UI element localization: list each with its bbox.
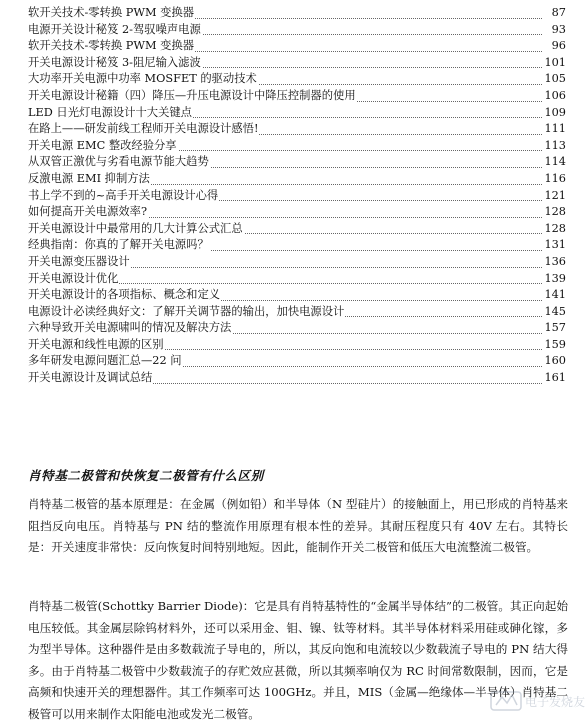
toc-entry-title[interactable]: LED 日光灯电源设计十大关键点	[28, 105, 192, 119]
table-of-contents	[28, 5, 568, 387]
toc-entry[interactable]	[28, 304, 568, 321]
toc-entry-page: 157	[542, 320, 566, 337]
toc-entry[interactable]	[28, 370, 568, 387]
toc-entry-title[interactable]: 开关电源设计及调试总结	[28, 371, 153, 385]
toc-entry-title[interactable]: 经典指南：你真的了解开关电源吗？	[28, 238, 209, 252]
toc-entry-title[interactable]: 大功率开关电源中功率 MOSFET 的驱动技术	[28, 72, 257, 86]
toc-entry-page: 131	[542, 237, 566, 254]
toc-entry-title[interactable]: 在路上——研发前线工程师开关电源设计感悟!	[28, 122, 259, 136]
toc-entry-title[interactable]: 开关电源设计秘籍（四）降压—升压电源设计中降压控制器的使用	[28, 88, 356, 102]
toc-entry-title[interactable]: 开关电源变压器设计	[28, 254, 130, 268]
toc-entry[interactable]	[28, 71, 568, 88]
toc-entry[interactable]	[28, 204, 568, 221]
toc-entry-page: 161	[542, 370, 566, 387]
toc-entry-title[interactable]: 从双管正激优与劣看电源节能大趋势	[28, 155, 209, 169]
toc-entry-page: 145	[542, 304, 566, 321]
toc-entry-page: 128	[542, 204, 566, 221]
toc-entry-title[interactable]: 开关电源设计的各项指标、概念和定义	[28, 288, 221, 302]
toc-entry[interactable]	[28, 105, 568, 122]
toc-entry-page: 128	[542, 221, 566, 238]
toc-entry-page: 96	[550, 38, 566, 55]
toc-entry[interactable]	[28, 5, 568, 22]
toc-entry[interactable]	[28, 121, 568, 138]
toc-entry[interactable]	[28, 271, 568, 288]
toc-entry-page: 113	[542, 138, 566, 155]
toc-entry-page: 111	[542, 121, 566, 138]
toc-entry-page: 121	[542, 188, 566, 205]
toc-entry-title[interactable]: 开关电源 EMC 整改经验分享	[28, 138, 177, 152]
toc-entry-title[interactable]: 多年研发电源问题汇总—22 问	[28, 354, 182, 368]
toc-entry-page: 116	[542, 171, 566, 188]
toc-entry-page: 101	[542, 55, 566, 72]
toc-entry-page: 136	[542, 254, 566, 271]
toc-entry-title[interactable]: 电源设计必读经典好文：了解开关调节器的输出，加快电源设计	[28, 304, 345, 318]
toc-entry-title[interactable]: 书上学不到的~高手开关电源设计心得	[28, 188, 219, 202]
toc-entry-page: 114	[542, 154, 566, 171]
toc-entry[interactable]	[28, 55, 568, 72]
watermark-logo-icon	[490, 689, 586, 713]
toc-entry-page: 109	[542, 105, 566, 122]
toc-entry-page: 159	[542, 337, 566, 354]
toc-entry[interactable]	[28, 88, 568, 105]
section-title: 肖特基二极管和快恢复二极管有什么区别	[28, 468, 264, 483]
toc-entry-title[interactable]: 开关电源设计中最常用的几大计算公式汇总	[28, 221, 243, 235]
paragraph-2: 肖特基二极管(Schottky Barrier Diode)：它是具有肖特基特性的“金属半导体结”的二极管。其正向起始电压较低。其金属层除钨材料外，还可以采用金、钼、镍、钛等材料。其半导体材料采用硅或砷化镓，多为型半导体。这种器件是由多数载流子导电的，所以，其反向饱和电流较以少数载流子导电的 PN 结大得多。由于肖特基二极管中少数载流子的存贮效应甚微，所以其频率响仅为 RC 时间常数限制，因而，它是高频和快速开关的理想器件。其工作频率可达 100GHz。并且，MIS（金属—绝缘体—半导体）肖特基二极管可以用来制作太阳能电池或发光二极管。	[28, 599, 568, 721]
toc-entry-title[interactable]: 电源开关设计秘笈 2-驾驭噪声电源	[28, 22, 201, 36]
paragraph-1: 肖特基二极管的基本原理是：在金属（例如铅）和半导体（N 型硅片）的接触面上，用已形成的肖特基来阻挡反向电压。肖特基与 PN 结的整流作用原理有根本性的差异。其耐压程度只有 40V 左右。其特长是：开关速度非常快：反向恢复时间特别地短。因此，能制作开关二极管和低压大电流整流二极管。	[28, 497, 568, 554]
toc-entry-title[interactable]: 开关电源设计优化	[28, 271, 119, 285]
toc-entry[interactable]	[28, 254, 568, 271]
toc-entry-title[interactable]: 软开关技术-零转换 PWM 变换器	[28, 6, 195, 19]
toc-entry[interactable]	[28, 237, 568, 254]
toc-entry[interactable]	[28, 221, 568, 238]
toc-entry[interactable]	[28, 337, 568, 354]
toc-entry-page: 87	[550, 5, 566, 22]
toc-entry-title[interactable]: 软开关技术-零转换 PWM 变换器	[28, 39, 195, 53]
toc-entry[interactable]	[28, 154, 568, 171]
toc-entry-page: 93	[550, 22, 566, 39]
toc-entry-page: 106	[542, 88, 566, 105]
toc-entry-page: 160	[542, 353, 566, 370]
toc-entry[interactable]	[28, 320, 568, 337]
toc-entry-title[interactable]: 反激电源 EMI 抑制方法	[28, 171, 150, 185]
watermark-text: 电子发烧友	[525, 695, 586, 709]
toc-entry[interactable]	[28, 353, 568, 370]
toc-entry-page: 141	[542, 287, 566, 304]
toc-entry-title[interactable]: 开关电源和线性电源的区别	[28, 337, 164, 351]
toc-entry-title[interactable]: 六种导致开关电源啸叫的情况及解决方法	[28, 321, 232, 335]
toc-entry-title[interactable]: 开关电源设计秘笈 3-阻尼输入滤波	[28, 55, 201, 69]
toc-entry[interactable]	[28, 38, 568, 55]
toc-entry[interactable]	[28, 287, 568, 304]
toc-entry[interactable]	[28, 171, 568, 188]
toc-entry[interactable]	[28, 22, 568, 39]
toc-entry-page: 105	[542, 71, 566, 88]
toc-entry[interactable]	[28, 138, 568, 155]
toc-entry[interactable]	[28, 188, 568, 205]
toc-entry-title[interactable]: 如何提高开关电源效率?	[28, 205, 148, 219]
toc-entry-page: 139	[542, 271, 566, 288]
